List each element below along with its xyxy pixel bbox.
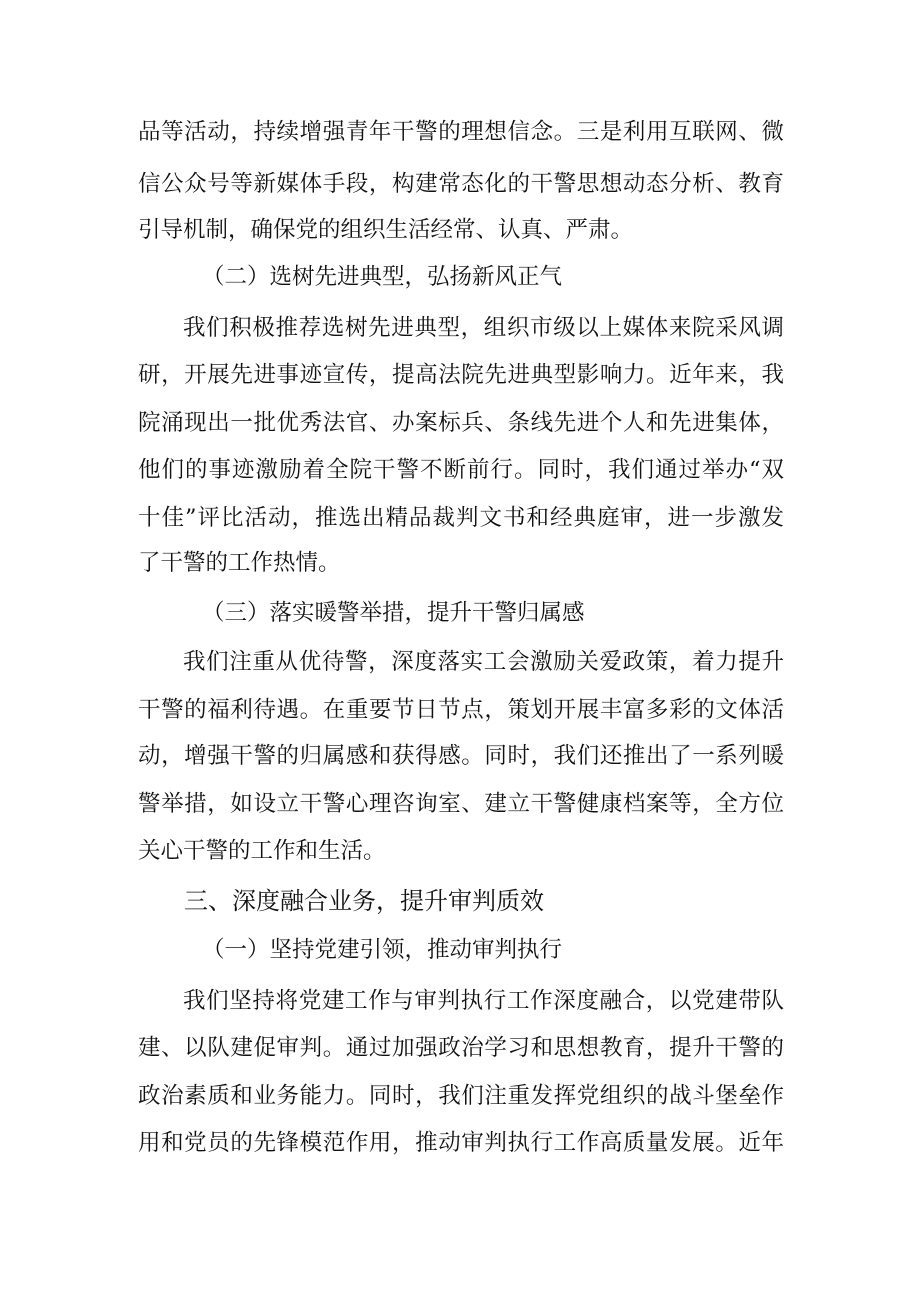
- paragraph-line: 院涌现出一批优秀法官、办案标兵、条线先进个人和先进集体，: [138, 410, 784, 436]
- paragraph-line: 我们注重从优待警，深度落实工会激励关爱政策，着力提升: [183, 649, 784, 675]
- paragraph-line: 警举措，如设立干警心理咨询室、建立干警健康档案等，全方位: [138, 791, 784, 817]
- paragraph-line: 十佳”评比活动，推选出精品裁判文书和经典庭审，进一步激发: [138, 505, 784, 531]
- paragraph-line: 动，增强干警的归属感和获得感。同时，我们还推出了一系列暖: [138, 743, 784, 769]
- paragraph-line: 研，开展先进事迹宣传，提高法院先进典型影响力。近年来，我: [138, 362, 784, 388]
- paragraph-line: 我们积极推荐选树先进典型，组织市级以上媒体来院采风调: [183, 315, 784, 341]
- subheading-3: （三）落实暖警举措，提升干警归属感: [202, 600, 585, 626]
- paragraph-line: 了干警的工作热情。: [138, 550, 341, 576]
- paragraph-line: 建、以队建促审判。通过加强政治学习和思想教育，提升干警的: [138, 1035, 784, 1061]
- subheading-1: （一）坚持党建引领，推动审判执行: [202, 937, 563, 963]
- subheading-2: （二）选树先进典型，弘扬新风正气: [202, 264, 563, 290]
- paragraph-line: 引导机制，确保党的组织生活经常、认真、严肃。: [138, 217, 634, 243]
- paragraph-line: 用和党员的先锋模范作用，推动审判执行工作高质量发展。近年: [138, 1130, 784, 1156]
- paragraph-line: 干警的福利待遇。在重要节日节点，策划开展丰富多彩的文体活: [138, 697, 784, 723]
- paragraph-line: 品等活动，持续增强青年干警的理想信念。三是利用互联网、微: [138, 119, 784, 145]
- paragraph-line: 关心干警的工作和生活。: [138, 838, 386, 864]
- paragraph-line: 信公众号等新媒体手段，构建常态化的干警思想动态分析、教育: [138, 171, 784, 197]
- paragraph-line: 政治素质和业务能力。同时，我们注重发挥党组织的战斗堡垒作: [138, 1083, 784, 1109]
- paragraph-line: 我们坚持将党建工作与审判执行工作深度融合，以党建带队: [183, 988, 784, 1014]
- section-heading: 三、深度融合业务，提升审判质效: [184, 887, 544, 915]
- paragraph-line: 他们的事迹激励着全院干警不断前行。同时，我们通过举办“双: [138, 457, 784, 483]
